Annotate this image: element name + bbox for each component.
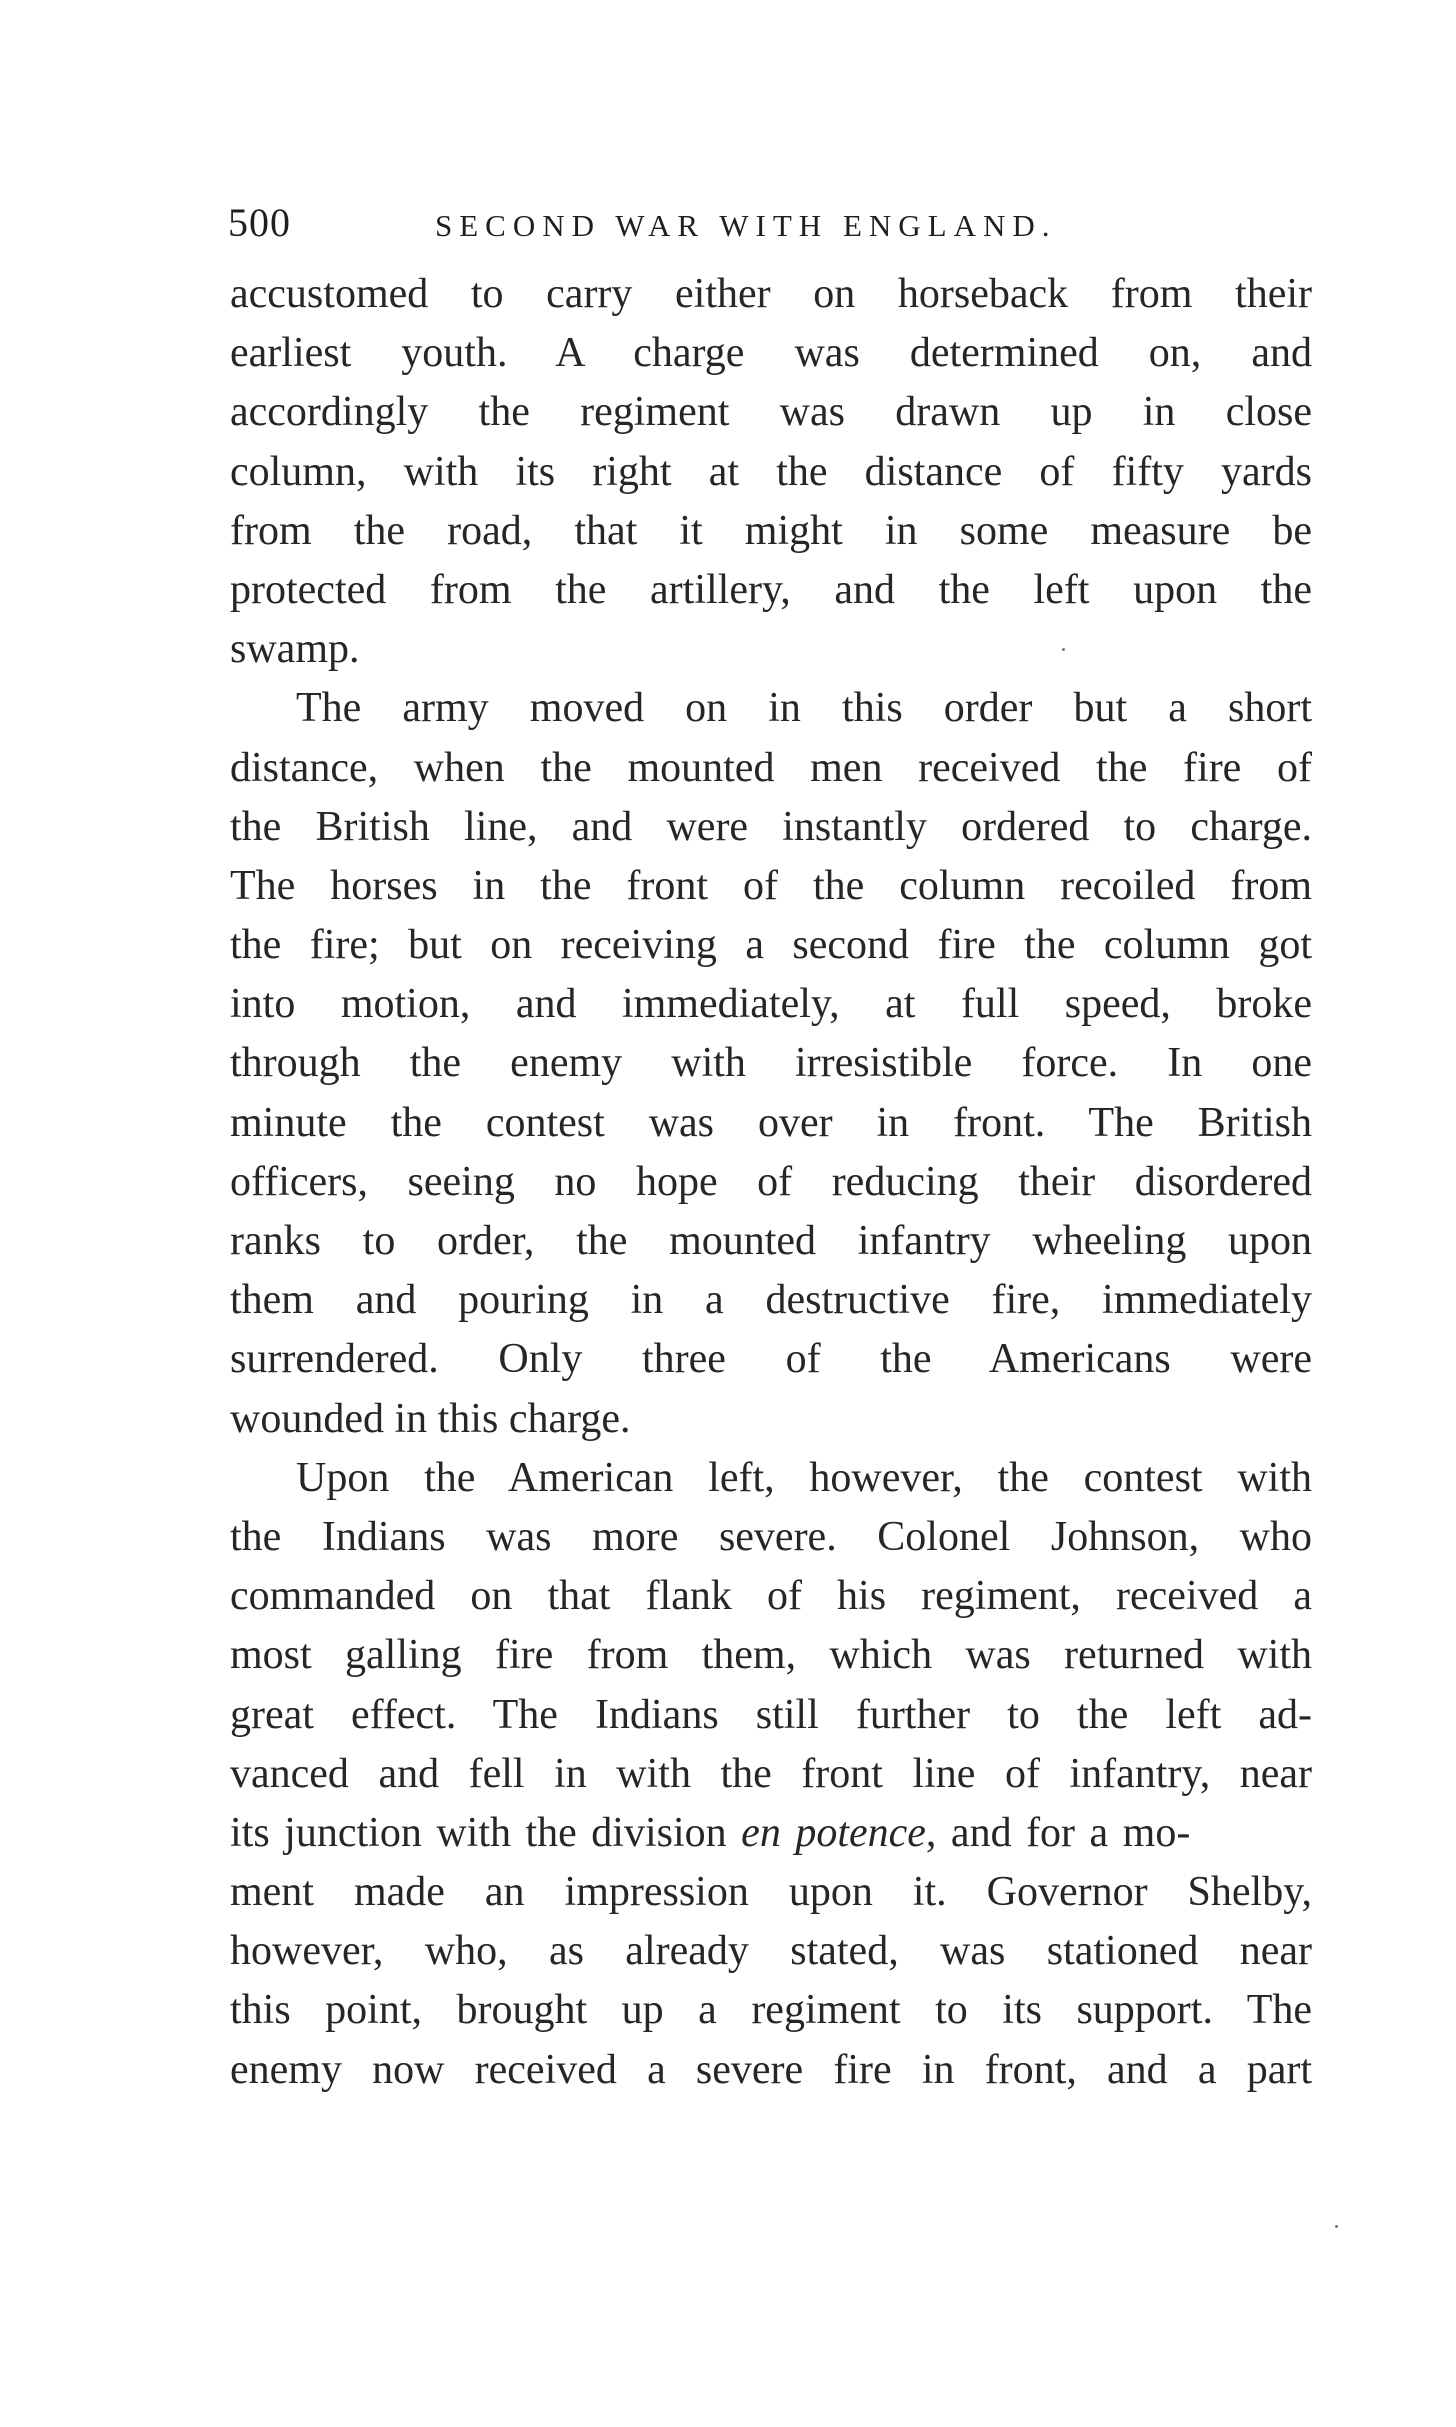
text-line: minute the contest was over in front. The British — [230, 1099, 1312, 1146]
text-line: protected from the artillery, and the left upon the — [230, 566, 1312, 613]
text-line: ranks to order, the mounted infantry wheeling upon — [230, 1218, 1312, 1264]
text-line: through the enemy with irresistible force. In one — [230, 1040, 1312, 1087]
text-line: officers, seeing no hope of reducing their disordered — [230, 1158, 1312, 1205]
text-line: into motion, and immediately, at full speed, broke — [230, 981, 1312, 1028]
italic-phrase: en potence — [741, 1809, 926, 1856]
paragraph-2 — [230, 679, 1312, 1448]
text-line: most galling fire from them, which was returned with — [230, 1632, 1312, 1679]
text-line: the fire; but on receiving a second fire the column got — [230, 922, 1312, 969]
ink-speck — [1062, 648, 1065, 651]
text-line: great effect. The Indians still further to the left ad- — [230, 1691, 1312, 1738]
text-line: enemy now received a severe fire in front, and a part — [230, 2046, 1312, 2093]
text-line: the British line, and were instantly ordered to charge. — [230, 803, 1312, 850]
text-line: accustomed to carry either on horseback from their — [230, 271, 1312, 317]
text-line: The army moved on in this order but a short — [296, 685, 1312, 732]
text-line: the Indians was more severe. Colonel Johnson, who — [230, 1513, 1312, 1560]
text-line: this point, brought up a regiment to its support. The — [230, 1987, 1312, 2034]
running-head: SECOND WAR WITH ENGLAND. — [435, 208, 1057, 243]
text-line: ment made an impression upon it. Governor Shelby, — [230, 1869, 1312, 1916]
text-line: however, who, as already stated, was stationed near — [230, 1928, 1312, 1975]
text-line: column, with its right at the distance of fifty yards — [230, 448, 1312, 495]
text-segment: its junction with the division — [230, 1809, 727, 1856]
text-line: distance, when the mounted men received the fire of — [230, 744, 1312, 791]
text-line: surrendered. Only three of the Americans were — [230, 1336, 1312, 1383]
text-line — [230, 1804, 1312, 1863]
page-header — [228, 195, 1308, 251]
paragraph-3 — [230, 1449, 1312, 2100]
text-segment: , and for a mo- — [925, 1809, 1191, 1856]
paragraph-1 — [230, 265, 1312, 679]
text-line: wounded in this charge. — [230, 1395, 631, 1442]
text-line: from the road, that it might in some measure be — [230, 507, 1312, 554]
text-line: The horses in the front of the column recoiled from — [230, 862, 1312, 909]
body-text — [230, 265, 1312, 2100]
page-number: 500 — [228, 200, 291, 245]
ink-speck — [1335, 2225, 1338, 2228]
text-line: earliest youth. A charge was determined on, and — [230, 330, 1312, 377]
text-line: commanded on that flank of his regiment, received a — [230, 1573, 1312, 1620]
text-line: them and pouring in a destructive fire, immediately — [230, 1277, 1312, 1324]
text-line: Upon the American left, however, the contest with — [296, 1454, 1312, 1501]
text-line: vanced and fell in with the front line of infantry, near — [230, 1750, 1312, 1797]
text-line: swamp. — [230, 626, 360, 673]
text-line: accordingly the regiment was drawn up in close — [230, 389, 1312, 436]
